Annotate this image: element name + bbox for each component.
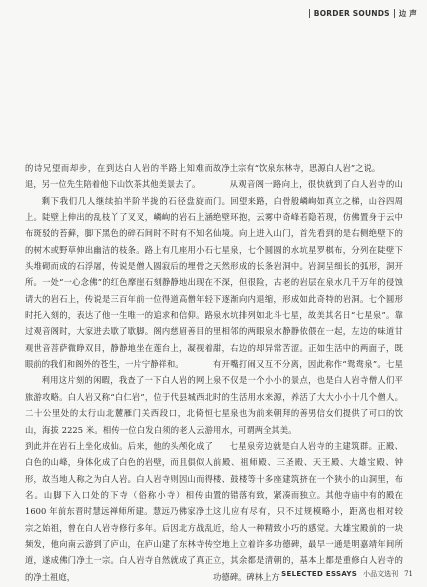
running-header bbox=[305, 8, 417, 19]
paragraph: 从观音阁一路向上，很快就到了白人岩寺的山门。回望来路，白骨般嶙峋如真立之梯，山谷四周绝壁环抱，云雾中奇峰若隐若现，仿佛置身于云中仙境。向上进入山门，首先看到的是右侧绝壁下的七星泉，七个圆圆的水坑星罗棋布，分列在陡壁下天然形成的长条岩洞中。岩洞呈细长的弧形，洞开不深，但很险，古老的岩层在泉水几千万年的侵蚀下逐渐向内退缩，形成如此奇特的岩洞。七个圆形泉水坑排列如北斗七星，故美其名日“七星泉”。靠里相邻的两眼泉水静静依偎在一起，左边的味道甘甜，右边的却异常苦涩。正如生活中的两面子，既有开嘴打闹又互不分离，因此称作“鸳鸯泉”。七星泉不仅是一个小小的景点，也是白人岩寺僧人们平时的生活用水来源，养活了大大小小十几个僧人。七星泉也为前来朝拜的善男信女们提供了可口的饮用水，可谓两全其美。 bbox=[213, 179, 403, 435]
paragraph: 七星泉旁边就是白人岩寺的主建筑群。正殿、前殿、祖师殿、三圣殿、天王殿、大雄宝殿、钟楼、鼓楼等十多座建筑挤在一个狭小的山洞里，布置的错落有致，紧凑而独立。其他寺庙中有的殿在这儿应有尽有，只不过规模略小，距离也相对较近，给人一种精致小巧的感觉。大雄宝殿前的一块空地上立着许多功德碑，最早一通是明嘉靖年间所立，其余都是清朝的，基本上都是重修白人岩寺的功德碑。碑林上方 bbox=[213, 440, 403, 582]
left-text-column bbox=[25, 160, 213, 585]
paragraph: 剩下我们几人继续拍半阶半拢的石径盘旋而上。陡壁上伸出的乱枝丫了叉叉，嶙峋的岩石上涵布斑驳的苔藓，脚下黑色的碎石间时不时有不知名的树木或野草伸出幽洁的枝条。路上有几座用小石头堆砌而成的石浮屠，传说是僧人圆寂后的埋骨之所。一处“一心念佛”的红色摩崖石刻静静地出现在请大的岩石上，传说是三百年前一位得道高僧年轻时托入刻的，表达了他一生唯一的追求和信仰。路过观音阁时，大家进去歇了歇脚。阁内慈眉善目的观世音菩萨微睁双目，静静地坐在莲台上，凝视着眼前的我们和阁外的苍生，一片宁静祥和。 bbox=[25, 195, 213, 370]
paragraph: 利用这片刻的闲暇，我查了一下白人岩的网上旅游攻略。白人岩又称“白仁岩”，位于代县城西北二十公里处的太行山北麓雁门关西段口，北倚恒山，海拔 2225 米。相传一位白发白须的老人云游到此并在岩石上坐化成仙。后来，他的头颅化成了白色的山峰，身体化成了白色的岩壁，而且俱似人形，故当地人称之为白人岩。白人岩寺则因山而得名。山脚下入口处的下寺（俗称小寺）相传由 1600 年前东晋时慧远禅师所建。慧远乃佛家净土宗之始祖，曾在白人岩寺修行多年。后因北方战乱频发，他向南云游到了庐山，在庐山建了东林寺传道，遂成佛门净土一宗。白人岩寺自然就成了真正的净土祖庭， bbox=[25, 375, 213, 582]
page-number: 71 bbox=[404, 570, 413, 578]
header-divider bbox=[309, 9, 310, 18]
right-text-column bbox=[213, 160, 403, 585]
section-title-cn: 边 声 bbox=[398, 9, 417, 18]
publication-name-cn: 小品文选刊 bbox=[363, 570, 399, 578]
paragraph: 的诗兄望而却步，在到达白人岩的半路上知难而退，另一位先生陪着他下山饮茶其他美景去了。 bbox=[25, 163, 213, 190]
paragraph: 故净土宗有“饮泉东林寺，思源白人岩”之说。 bbox=[213, 163, 381, 173]
publication-name-en: SELECTED ESSAYS bbox=[281, 570, 358, 578]
running-footer bbox=[281, 569, 413, 579]
section-title-en: BORDER SOUNDS bbox=[313, 9, 390, 18]
header-divider bbox=[394, 9, 395, 18]
